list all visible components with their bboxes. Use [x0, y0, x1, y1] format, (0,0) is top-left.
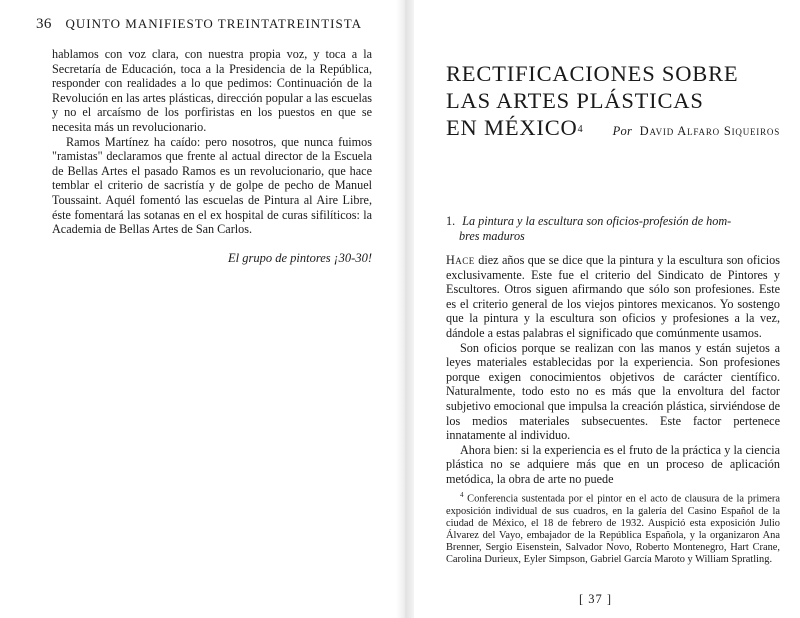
- section-heading: [446, 214, 774, 243]
- author-prefix: Por: [612, 124, 633, 138]
- paragraph-text: diez años que se dice que la pintura y la escultura son oficios exclusivamente. Este fue el criterio del Sindicato de Pintores y Escultores. Otros siguen afirmando que sólo son profesiones. Este es el criterio general de los viejos pintores mexicanos. Yo sostengo que la pintura y la escultura son oficios y profesiones a la vez, dándole a estas palabras el significado que comúnmente usamos.: [446, 253, 780, 340]
- footnote-reference: 4: [577, 124, 584, 136]
- paragraph: Ramos Martínez ha caído: pero nosotros, que nunca fuimos "ramistas" declaramos que frente al actual director de la Escuela de Bellas Artes el pasado Ramos es un revolucionario, que hace temblar el criterio de sacristía y de golpe de pecho de Manuel Toussaint. Aquél fomentó las escuelas de Pintura al Aire Libre, éste fomentará las sotanas en el ex hospital de curas sifilíticos: la Academia de Bellas Artes de San Carlos.: [52, 134, 372, 237]
- author-name: David Alfaro Siqueiros: [639, 124, 780, 138]
- running-title: QUINTO MANIFIESTO TREINTATREINTISTA: [65, 16, 362, 31]
- left-page: [0, 0, 396, 618]
- footnote-text: Conferencia sustentada por el pintor en el acto de clausura de la primera exposición individual de sus cuadros, en la galería del Casino Español de la ciudad de México, el 18 de febrero de 1932. Auspició esta exposición Julio Álvarez del Vayo, embajador de la República Española, y la organizaron Ana Brenner, Sergio Eisenstein, Salvador Novo, Roberto Montenegro, Hart Crane, Carolina Durieux, Eyler Simpson, Gabriel García Maroto y William Spratling.: [446, 493, 780, 566]
- paragraph: hablamos con voz clara, con nuestra propia voz, y toca a la Secretaría de Educación, toca a la Presidencia de la República, responder con realidades a lo que pedimos: Continuación de la Revolución en las artes plásticas, dirección popular a las escuelas y no el arcaísmo de los porfiristas en los puestos en que se necesita más un revolucionario.: [52, 47, 372, 134]
- running-head: [36, 16, 362, 33]
- left-body-text: [52, 47, 372, 237]
- paragraph: Son oficios porque se realizan con las manos y están sujetos a leyes materiales establecidas por la experiencia. Son profesiones porque exigen conocimientos objetivos de carácter científico. Naturalmente, todo esto no es más que la envoltura del factor subjetivo emocional que impulsa la creación plástica, sirviéndose de los medios materiales subsecuentes. Este factor pertenece innatamente al individuo.: [446, 340, 780, 443]
- page-number: 36: [36, 16, 52, 32]
- author-byline: [613, 124, 780, 139]
- folio: [ 37 ]: [579, 592, 613, 606]
- footnote: [446, 489, 780, 567]
- section-number: 1.: [446, 214, 456, 228]
- footnote-mark: 4: [460, 491, 464, 499]
- right-body-text: [446, 253, 780, 487]
- right-page: [414, 0, 800, 618]
- paragraph: Ahora bien: si la experiencia es el fruto de la práctica y la ciencia plástica no se adquiere más que en un proceso de aplicación metódica, la obra de arte no puede: [446, 442, 780, 486]
- paragraph-lead-word: Hace: [446, 253, 475, 267]
- paragraph: [446, 253, 780, 341]
- book-gutter: [396, 0, 414, 618]
- signature: El grupo de pintores ¡30-30!: [228, 251, 372, 265]
- section-title: La pintura y la escultura son oficios-profesión de hom-: [462, 214, 732, 228]
- title-line: RECTIFICACIONES SOBRE: [446, 61, 739, 87]
- title-line: LAS ARTES PLÁSTICAS: [446, 88, 704, 114]
- title-line-text: EN MÉXICO: [446, 115, 578, 141]
- section-title-continued: bres maduros: [459, 228, 525, 243]
